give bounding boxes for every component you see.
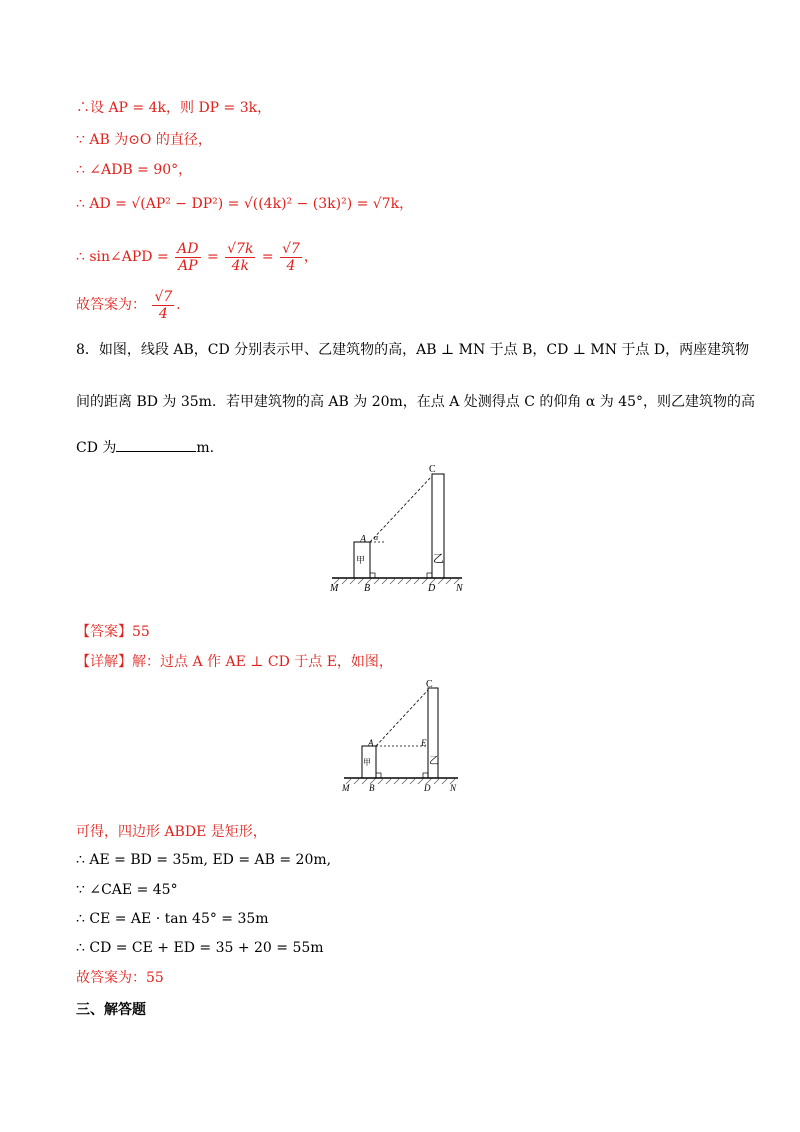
building-figure-1 bbox=[326, 462, 476, 596]
sin-prefix: ∴ sin∠APD = bbox=[76, 249, 169, 265]
label-yi: 乙 bbox=[433, 553, 444, 565]
label-jia: 甲 bbox=[356, 555, 366, 565]
answer-prefix: 故答案为： bbox=[76, 297, 146, 313]
label-b: B bbox=[364, 583, 371, 594]
fig2-label-b: B bbox=[369, 783, 375, 793]
fig2-label-a: A bbox=[368, 738, 374, 748]
label-c: C bbox=[429, 464, 436, 475]
question-8-line1: 8．如图，线段 AB，CD 分别表示甲、乙建筑物的高，AB ⊥ MN 于点 B，CD ⊥ MN 于点 D，两座建筑物 bbox=[76, 342, 750, 358]
question-8-unit: m. bbox=[196, 440, 215, 456]
fig2-label-d: D bbox=[424, 783, 431, 793]
label-alpha: α bbox=[374, 533, 379, 542]
fig2-label-jia: 甲 bbox=[363, 758, 371, 767]
fraction-ad-ap: $\frac{AD}{AP}$ bbox=[177, 240, 199, 274]
line-ad-value: ∴ AD = √(AP² − DP²) = √((4k)² − (3k)²) = √7k， bbox=[76, 196, 414, 212]
line-diameter: ∵ AB 为⊙O 的直径， bbox=[76, 132, 212, 148]
fig2-label-m: M bbox=[342, 783, 350, 793]
section-heading: 三、解答题 bbox=[76, 1002, 146, 1018]
label-n: N bbox=[456, 583, 463, 594]
solution-step-2: ∴ AE = BD = 35m, ED = AB = 20m, bbox=[76, 852, 332, 868]
solution-step-5: ∴ CD = CE + ED = 35 + 20 = 55m bbox=[76, 940, 324, 956]
label-m: M bbox=[330, 583, 339, 594]
solution-step-3: ∵ ∠CAE = 45° bbox=[76, 882, 178, 898]
fig2-label-c: C bbox=[426, 679, 433, 690]
solution-step-1: 可得，四边形 ABDE 是矩形， bbox=[76, 824, 267, 840]
final-answer: 故答案为：55 bbox=[76, 970, 164, 986]
building-figure-2 bbox=[340, 678, 470, 796]
label-d: D bbox=[428, 583, 436, 594]
label-a: A bbox=[360, 534, 367, 545]
fig2-label-e: E bbox=[421, 738, 427, 748]
question-8-line2: 间的距离 BD 为 35m．若甲建筑物的高 AB 为 20m，在点 A 处测得点 C 的仰角 α 为 45°，则乙建筑物的高 bbox=[76, 394, 756, 410]
answer-fraction: $\frac{√7}{4}$ bbox=[154, 288, 173, 322]
question-8-cd: CD 为 bbox=[76, 440, 117, 456]
fig2-label-n: N bbox=[450, 783, 457, 793]
answer-label: 【答案】55 bbox=[76, 624, 150, 640]
detail-intro: 【详解】解：过点 A 作 AE ⊥ CD 于点 E，如图， bbox=[76, 654, 393, 670]
line-sin-apd: ∴ sin∠APD = $\frac{AD}{AP}$ = $\frac{√7k}{4k}$ = $\frac{√7}{4}$ ， bbox=[76, 240, 318, 274]
fig2-label-yi: 乙 bbox=[429, 756, 439, 767]
line-ap-dp: ∴设 AP = 4k，则 DP = 3k， bbox=[76, 100, 272, 116]
fraction-root7-4: $\frac{√7}{4}$ bbox=[282, 240, 300, 274]
line-angle-adb: ∴ ∠ADB = 90°， bbox=[76, 162, 193, 178]
answer-blank bbox=[116, 437, 196, 452]
answer-line-7: 故答案为： $\frac{√7}{4}$ ． bbox=[76, 288, 191, 322]
solution-step-4: ∴ CE = AE · tan 45° = 35m bbox=[76, 911, 269, 927]
question-8-line3 bbox=[76, 437, 214, 458]
fraction-root7k-4k: $\frac{√7k}{4k}$ bbox=[227, 240, 254, 274]
